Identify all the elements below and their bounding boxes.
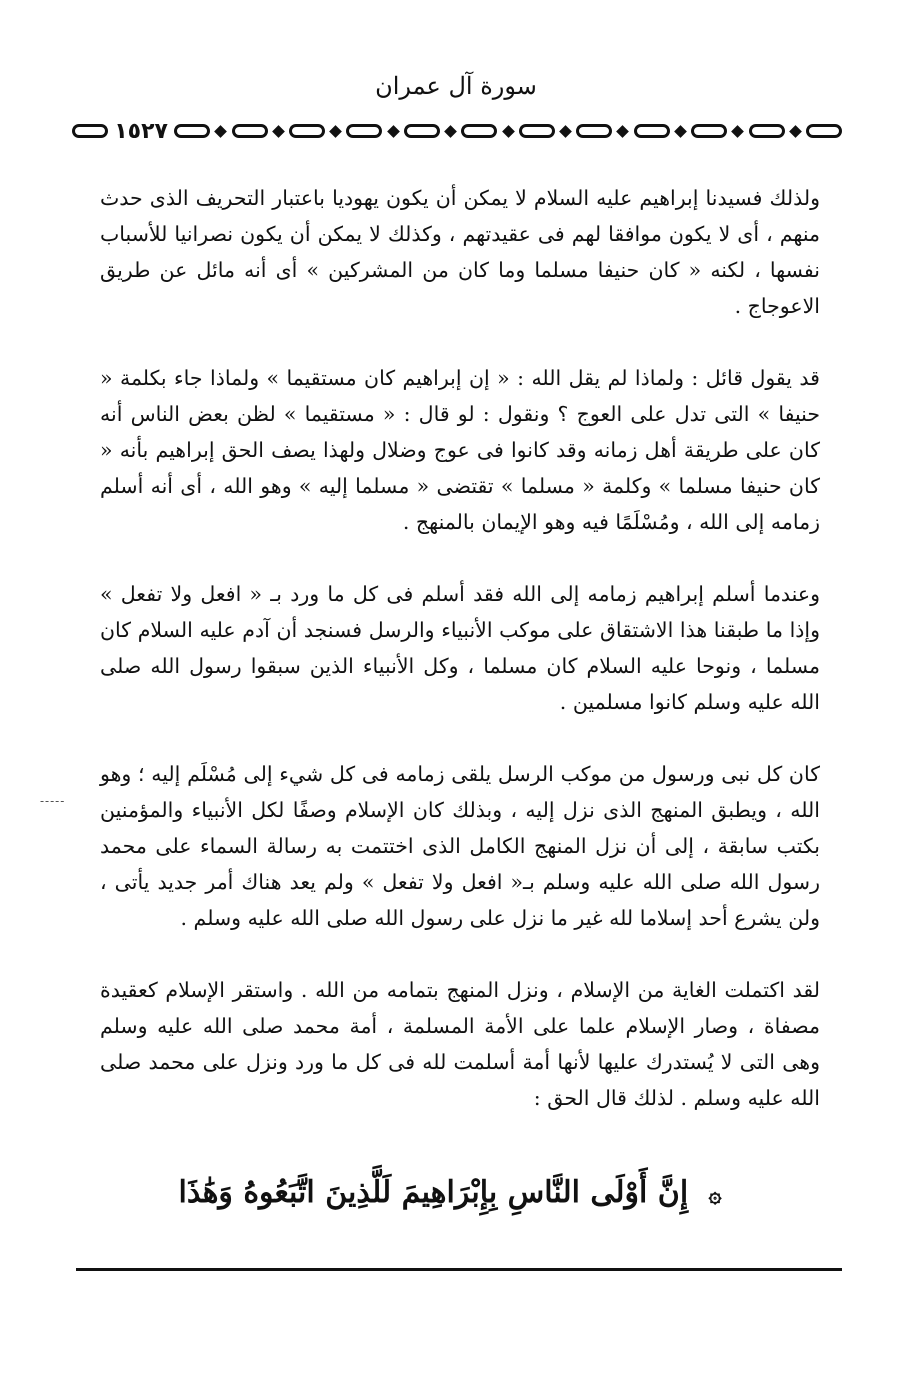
ornament-oval bbox=[346, 124, 382, 138]
ornament-oval bbox=[634, 124, 670, 138]
header-ornament bbox=[72, 118, 842, 144]
ornament-diamond bbox=[272, 125, 285, 138]
verse-mark-icon: ۞ bbox=[708, 1182, 722, 1208]
ornament-oval bbox=[461, 124, 497, 138]
quran-verse bbox=[170, 1175, 730, 1210]
ornament-diamond bbox=[731, 125, 744, 138]
verse-text: إِنَّ أَوْلَى النَّاسِ بِإِبْرَاهِيمَ لَلَّذِينَ اتَّبَعُوهُ وَهَٰذَا bbox=[178, 1175, 689, 1210]
ornament-oval bbox=[806, 124, 842, 138]
ornament-diamond bbox=[444, 125, 457, 138]
ornament-diamond bbox=[559, 125, 572, 138]
paragraph: قد يقول قائل : ولماذا لم يقل الله : « إن إبراهيم كان مستقيما » ولماذا جاء بكلمة « حنيفا » التى تدل على العوج ؟ ونقول : لو قال : « مستقيما » لظن بعض الناس أنه كان على طريقة أهل زمانه وقد كانوا فى عوج وضلال ولهذا يصف الحق إبراهيم بأنه « كان حنيفا مسلما » وكلمة « مسلما » تقتضى « مسلما إليه » وهو الله ، أى أنه أسلم زمامه إلى الله ، ومُسْلَمًا فيه وهو الإيمان بالمنهج . bbox=[100, 366, 820, 534]
ornament-diamond bbox=[329, 125, 342, 138]
paragraph: ولذلك فسيدنا إبراهيم عليه السلام لا يمكن أن يكون يهوديا باعتبار التحريف الذى حدث منهم ، أى لا يكون موافقا لهم فى عقيدتهم ، وكذلك لا يمكن أن يكون نصرانيا للأسباب نفسها ، لكنه « كان حنيفا مسلما وما كان من المشركين » أى أنه مائل عن طريق الاعوجاج . bbox=[100, 186, 820, 318]
ornament-oval bbox=[519, 124, 555, 138]
ornament-oval bbox=[72, 124, 108, 138]
paragraph: وعندما أسلم إبراهيم زمامه إلى الله فقد أسلم فى كل ما ورد بـ « افعل ولا تفعل » وإذا ما طبقنا هذا الاشتقاق على موكب الأنبياء والرسل فسنجد أن آدم عليه السلام كان مسلما ، ونوحا عليه السلام كان مسلما ، وكل الأنبياء الذين سبقوا رسول الله صلى الله عليه وسلم كانوا مسلمين . bbox=[100, 582, 820, 714]
ornament-oval bbox=[691, 124, 727, 138]
ornament-oval bbox=[174, 124, 210, 138]
ornament-oval bbox=[749, 124, 785, 138]
ornament-oval bbox=[576, 124, 612, 138]
margin-note: ----- bbox=[40, 794, 66, 808]
ornament-diamond bbox=[387, 125, 400, 138]
paragraph: لقد اكتملت الغاية من الإسلام ، ونزل المنهج بتمامه من الله . واستقر الإسلام كعقيدة مصفاة ، وصار الإسلام علما على الأمة المسلمة ، أمة محمد صلى الله عليه وسلم وهى التى لا يُستدرك عليها لأنها أمة أسلمت لله فى كل ما ورد ونزل على محمد صلى الله عليه وسلم . لذلك قال الحق : bbox=[100, 978, 820, 1110]
surah-title: سورة آل عمران bbox=[375, 72, 537, 100]
ornament-diamond bbox=[502, 125, 515, 138]
ornament-diamond bbox=[789, 125, 802, 138]
paragraph: كان كل نبى ورسول من موكب الرسل يلقى زمامه فى كل شيء إلى مُسْلَم إليه ؛ وهو الله ، ويطبق المنهج الذى نزل إليه ، وبذلك كان الإسلام وصفًا لكل الأنبياء والمؤمنين بكتب سابقة ، إلى أن نزل المنهج الكامل الذى اختتمت به رسالة السماء على محمد رسول الله صلى الله عليه وسلم بـ« افعل ولا تفعل » ولم يعد هناك أمر جديد يأتى ، ولن يشرع أحد إسلاما لله غير ما نزل على رسول الله صلى الله عليه وسلم . bbox=[100, 762, 820, 930]
ornament-oval bbox=[232, 124, 268, 138]
page-number: ١٥٢٧ bbox=[114, 118, 168, 144]
ornament-diamond bbox=[617, 125, 630, 138]
ornament-diamond bbox=[215, 125, 228, 138]
ornament-oval bbox=[404, 124, 440, 138]
ornament-oval bbox=[289, 124, 325, 138]
ornament-diamond bbox=[674, 125, 687, 138]
footer-rule bbox=[76, 1268, 842, 1271]
body-text bbox=[100, 180, 820, 1152]
